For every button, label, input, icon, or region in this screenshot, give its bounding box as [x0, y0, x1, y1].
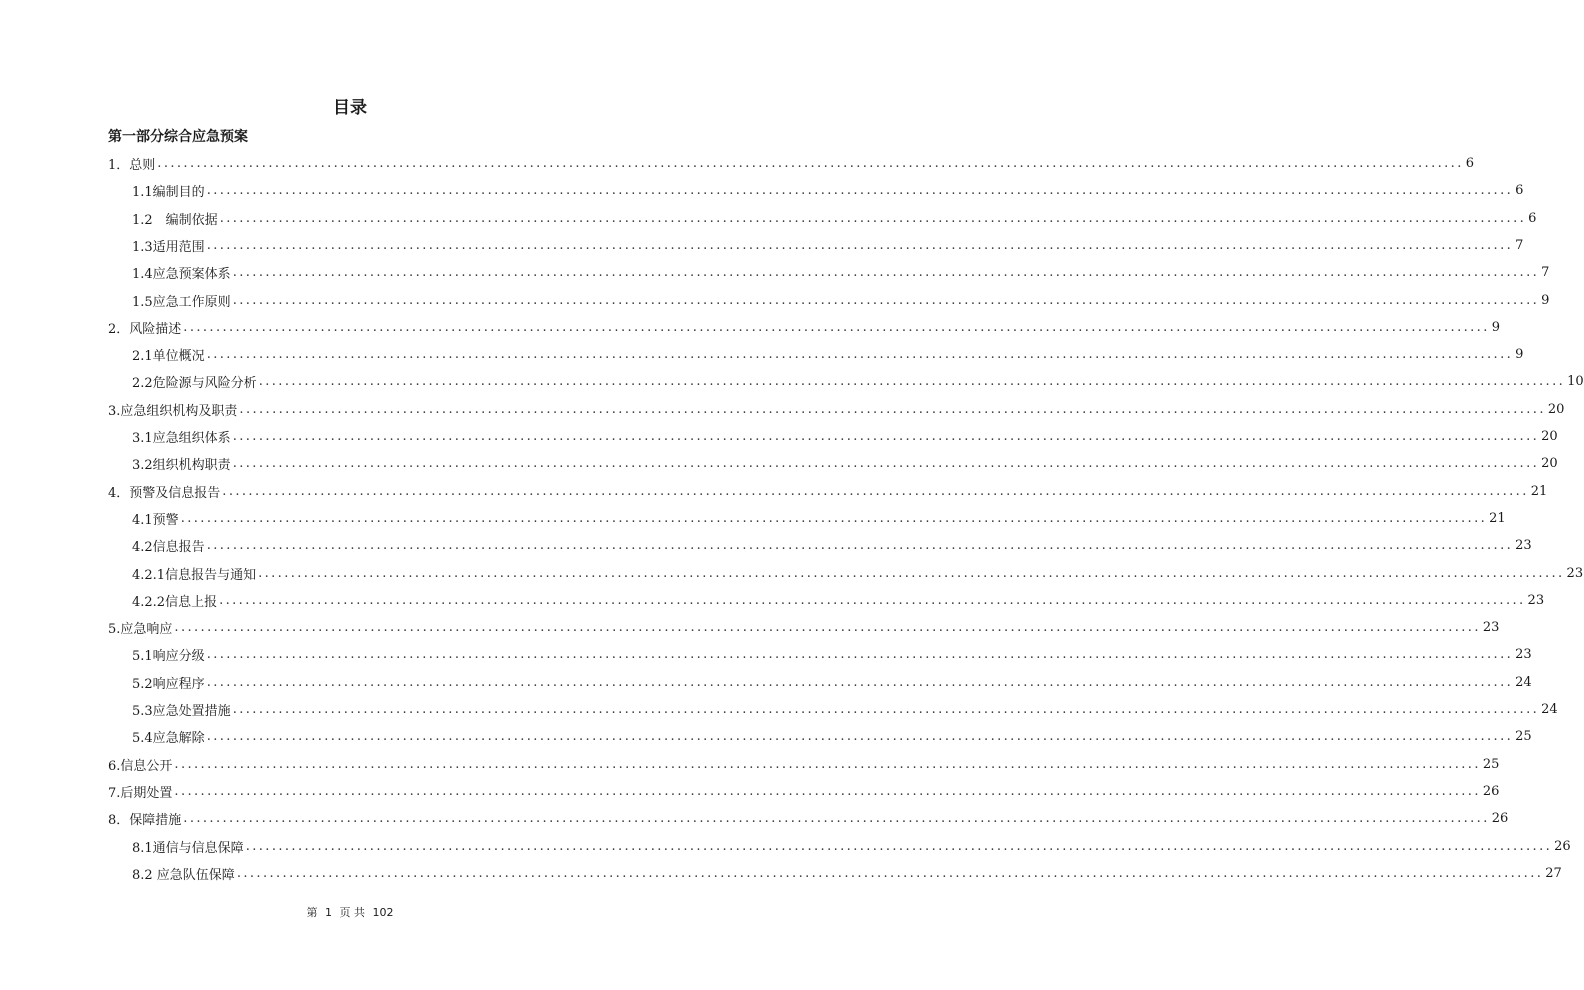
toc-entry-page: 23: [1515, 538, 1532, 553]
page-footer: [0, 904, 700, 920]
toc-entry-label: 3.2组织机构职责: [132, 458, 231, 473]
footer-middle: 页 共: [339, 906, 365, 919]
toc-leader-dots: ........................................................................................................................................................................................................: [206, 675, 1514, 690]
footer-total-pages: 102: [372, 906, 394, 919]
toc-entry-page: 27: [1545, 866, 1562, 881]
toc-leader-dots: ........................................................................................................................................................................................................: [206, 238, 1514, 253]
toc-entry-page: 21: [1489, 511, 1506, 526]
toc-leader-dots: ........................................................................................................................................................................................................: [180, 511, 1488, 526]
toc-entry-page: 26: [1491, 811, 1509, 826]
toc-entry-label: 2.2危险源与风险分析: [132, 376, 257, 391]
toc-entry-page: 23: [1527, 593, 1545, 608]
toc-entry[interactable]: [132, 205, 1537, 232]
page-title: 目录: [333, 98, 367, 118]
toc-leader-dots: ........................................................................................................................................................................................................: [232, 429, 1540, 444]
toc-entry[interactable]: [132, 641, 1532, 668]
toc-entry-label: 5.2响应程序: [132, 677, 205, 692]
toc-entry-label: 4.2信息报告: [132, 540, 205, 555]
toc-entry[interactable]: [132, 259, 1550, 286]
toc-leader-dots: ........................................................................................................................................................................................................: [206, 538, 1514, 553]
toc-entry[interactable]: [108, 614, 1500, 641]
toc-entry-page: 20: [1541, 456, 1558, 471]
toc-entry[interactable]: [132, 723, 1532, 750]
toc-entry[interactable]: [132, 833, 1571, 860]
toc-entry-page: 9: [1491, 320, 1501, 335]
toc-entry-page: 25: [1515, 729, 1532, 744]
toc-leader-dots: ........................................................................................................................................................................................................: [232, 265, 1540, 280]
footer-current-page: 1: [325, 906, 332, 919]
toc-entry-page: 23: [1566, 566, 1584, 581]
toc-entry-page: 10: [1567, 374, 1584, 389]
toc-entry[interactable]: [132, 696, 1558, 723]
toc-entry-label: 1.3适用范围: [132, 240, 205, 255]
toc-entry[interactable]: [132, 669, 1532, 696]
toc-entry[interactable]: [132, 177, 1524, 204]
toc-leader-dots: ........................................................................................................................................................................................................: [174, 620, 1481, 635]
toc-entry-label: 4.2.2信息上报: [132, 595, 218, 610]
toc-entry-label: 1．总则: [108, 158, 156, 173]
toc-entry-label: 8.1通信与信息保障: [132, 841, 244, 856]
toc-leader-dots: ........................................................................................................................................................................................................: [258, 374, 1566, 389]
toc-entry[interactable]: [108, 751, 1500, 778]
toc-leader-dots: ........................................................................................................................................................................................................: [258, 566, 1565, 581]
toc-entry-label: 6.信息公开: [108, 759, 173, 774]
toc-entry-page: 26: [1482, 784, 1500, 799]
toc-leader-dots: ........................................................................................................................................................................................................: [232, 456, 1540, 471]
toc-leader-dots: ........................................................................................................................................................................................................: [222, 484, 1529, 499]
toc-leader-dots: ........................................................................................................................................................................................................: [245, 839, 1553, 854]
toc-entry-label: 5.3应急处置措施: [132, 704, 231, 719]
toc-entry[interactable]: [108, 396, 1565, 423]
toc-leader-dots: ........................................................................................................................................................................................................: [219, 593, 1526, 608]
part-heading: 第一部分综合应急预案: [108, 129, 248, 145]
toc-entry-label: 4.1预警: [132, 513, 179, 528]
toc-entry[interactable]: [132, 232, 1524, 259]
toc-leader-dots: ........................................................................................................................................................................................................: [206, 729, 1514, 744]
toc-entry-page: 9: [1541, 293, 1550, 308]
toc-leader-dots: ........................................................................................................................................................................................................: [174, 784, 1481, 799]
toc-leader-dots: ........................................................................................................................................................................................................: [157, 156, 1464, 171]
toc-entry-label: 5.4应急解除: [132, 731, 205, 746]
toc-entry-page: 20: [1541, 429, 1558, 444]
toc-entry-label: 2．风险描述: [108, 322, 182, 337]
toc-entry[interactable]: [132, 368, 1584, 395]
toc-entry-page: 24: [1541, 702, 1558, 717]
toc-entry-label: 8．保障措施: [108, 813, 182, 828]
toc-entry-page: 20: [1547, 402, 1565, 417]
toc-entry-page: 24: [1515, 675, 1532, 690]
toc-entry[interactable]: [132, 587, 1545, 614]
toc-entry[interactable]: [108, 805, 1509, 832]
toc-entry-label: 1.5应急工作原则: [132, 295, 231, 310]
toc-entry-page: 7: [1541, 265, 1550, 280]
toc-leader-dots: ........................................................................................................................................................................................................: [206, 647, 1514, 662]
toc-leader-dots: ........................................................................................................................................................................................................: [183, 320, 1490, 335]
toc-entry-label: 5.应急响应: [108, 622, 173, 637]
toc-entry-label: 4.2.1信息报告与通知: [132, 568, 257, 583]
toc-entry-page: 6: [1528, 211, 1537, 226]
toc-entry-page: 6: [1515, 183, 1524, 198]
toc-entry[interactable]: [108, 478, 1548, 505]
toc-entry[interactable]: [108, 150, 1475, 177]
toc-leader-dots: ........................................................................................................................................................................................................: [183, 811, 1490, 826]
toc-entry-page: 26: [1554, 839, 1571, 854]
toc-entry-page: 23: [1482, 620, 1500, 635]
toc-leader-dots: ........................................................................................................................................................................................................: [174, 757, 1481, 772]
toc-entry-label: 7.后期处置: [108, 786, 173, 801]
footer-prefix: 第: [306, 906, 318, 919]
toc-entry[interactable]: [132, 450, 1558, 477]
toc-entry[interactable]: [108, 314, 1501, 341]
toc-entry-label: 4．预警及信息报告: [108, 486, 221, 501]
toc-entry-label: 1.4应急预案体系: [132, 267, 231, 282]
toc-leader-dots: ........................................................................................................................................................................................................: [219, 211, 1527, 226]
toc-entry[interactable]: [132, 423, 1558, 450]
toc-leader-dots: ........................................................................................................................................................................................................: [232, 702, 1540, 717]
toc-leader-dots: ........................................................................................................................................................................................................: [232, 293, 1540, 308]
toc-entry-label: 1.1编制目的: [132, 185, 205, 200]
toc-entry[interactable]: [132, 532, 1532, 559]
toc-entry-label: 2.1单位概况: [132, 349, 205, 364]
toc-entry-page: 21: [1530, 484, 1548, 499]
toc-leader-dots: ........................................................................................................................................................................................................: [239, 402, 1546, 417]
toc-leader-dots: ........................................................................................................................................................................................................: [236, 866, 1544, 881]
toc-entry-page: 7: [1515, 238, 1524, 253]
toc-entry-page: 25: [1482, 757, 1500, 772]
toc-leader-dots: ........................................................................................................................................................................................................: [206, 183, 1514, 198]
toc-entry-page: 6: [1465, 156, 1475, 171]
toc-entry-page: 9: [1515, 347, 1524, 362]
toc-entry[interactable]: [132, 505, 1506, 532]
toc-entry-page: 23: [1515, 647, 1532, 662]
toc-entry-label: 5.1响应分级: [132, 649, 205, 664]
toc-entry[interactable]: [132, 341, 1524, 368]
toc-entry[interactable]: [132, 560, 1584, 587]
toc-entry-label: 8.2 应急队伍保障: [132, 868, 235, 883]
toc-leader-dots: ........................................................................................................................................................................................................: [206, 347, 1514, 362]
toc-entry-label: 3.1应急组织体系: [132, 431, 231, 446]
toc-entry[interactable]: [132, 287, 1550, 314]
toc-entry[interactable]: [108, 778, 1500, 805]
toc-entry-label: 1.2 编制依据: [132, 213, 218, 228]
toc-entry[interactable]: [132, 860, 1562, 887]
toc-entry-label: 3.应急组织机构及职责: [108, 404, 238, 419]
